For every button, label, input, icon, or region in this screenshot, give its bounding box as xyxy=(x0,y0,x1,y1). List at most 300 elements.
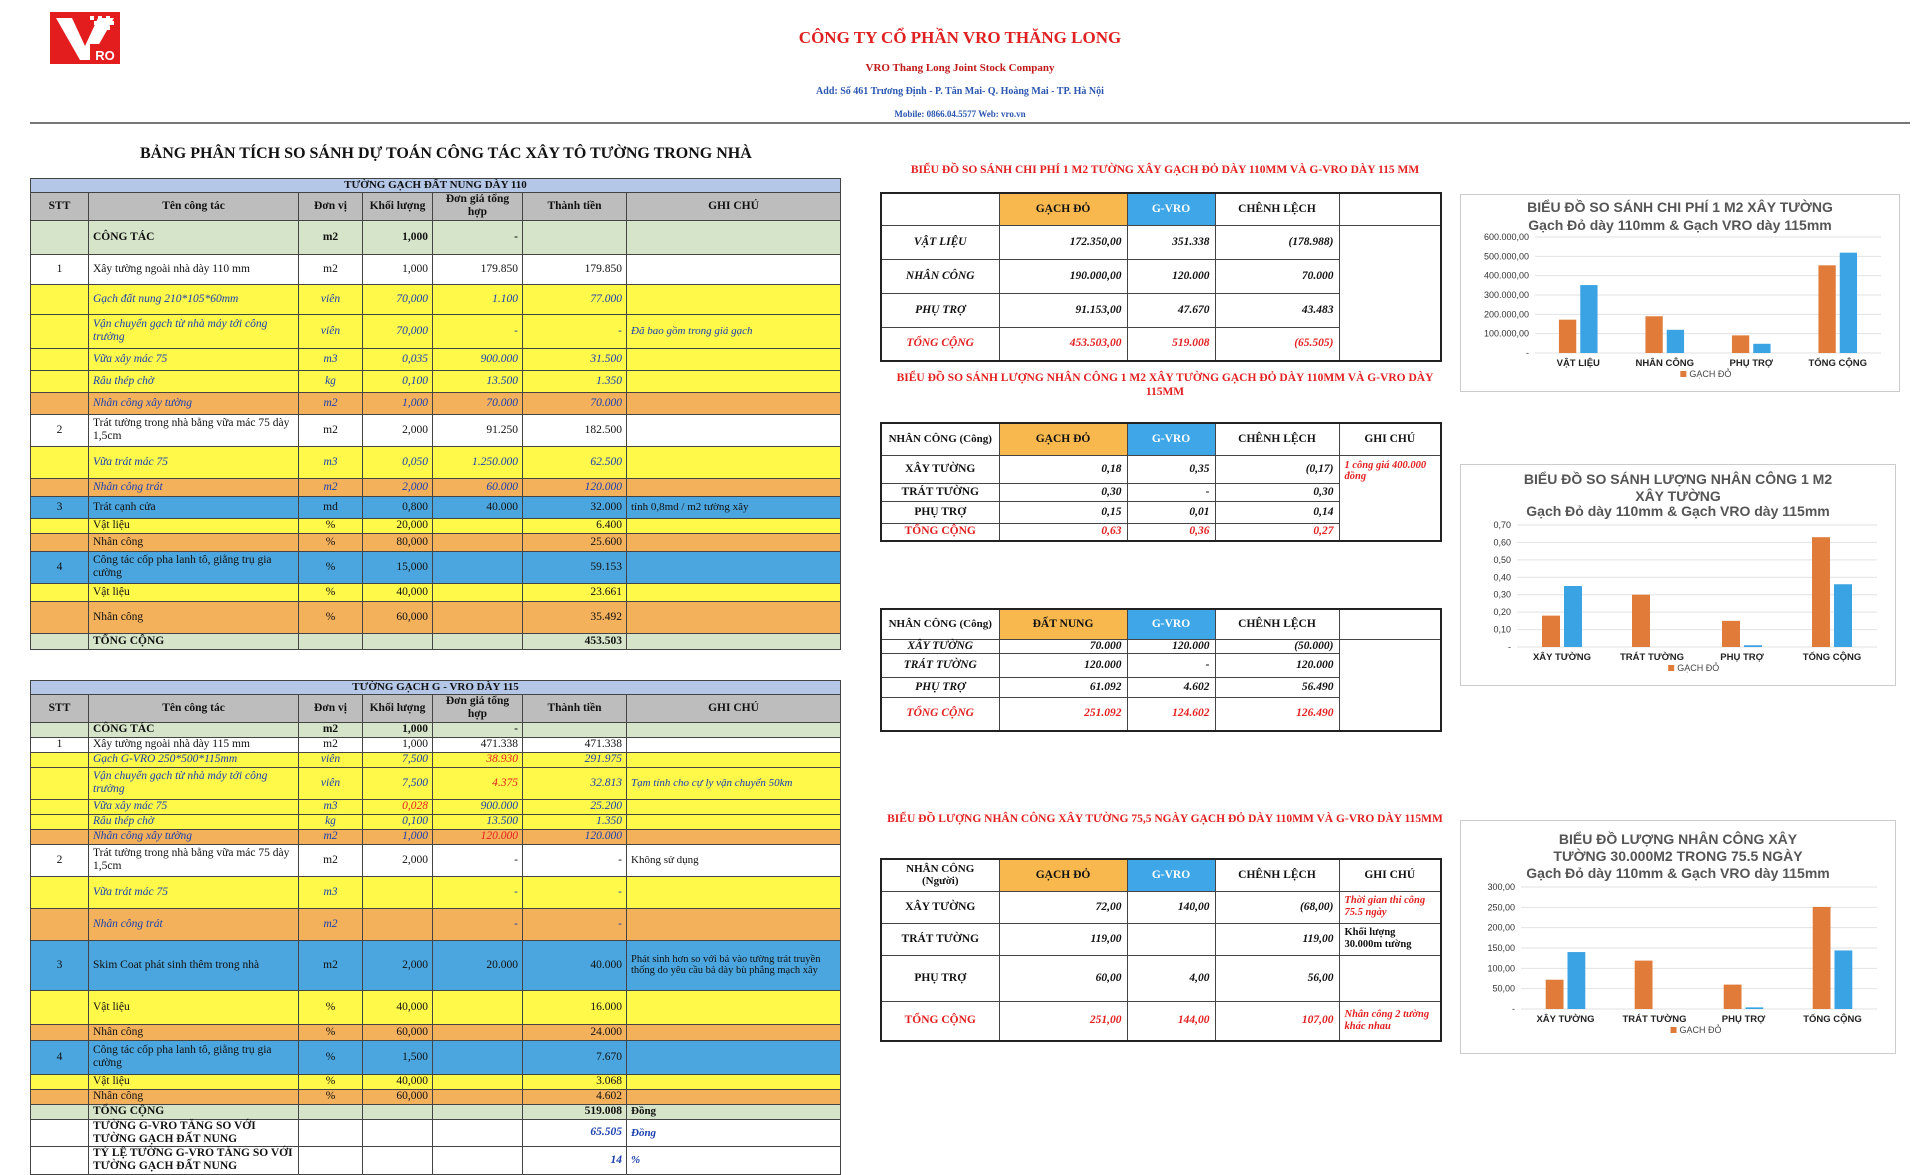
cell-qty: 7,500 xyxy=(363,767,433,799)
cell-unit: % xyxy=(299,1040,363,1074)
cell-stt xyxy=(31,284,89,314)
bar-gach-do xyxy=(1812,537,1830,647)
cell-stt xyxy=(31,799,89,814)
x-tick-label: TỔNG CỘNG xyxy=(1808,358,1868,369)
cell-stt xyxy=(31,722,89,737)
cell-qty: 60,000 xyxy=(363,601,433,633)
cell-stt xyxy=(31,1024,89,1040)
cell-b: 4,00 xyxy=(1127,955,1215,1001)
x-tick-label: TỔNG CỘNG xyxy=(1802,652,1862,663)
cell-name: CÔNG TÁC xyxy=(89,722,299,737)
cell-price: 91.250 xyxy=(433,414,523,446)
cell-qty: 2,000 xyxy=(363,478,433,496)
bar-gach-do xyxy=(1635,961,1653,1009)
cell-total: 40.000 xyxy=(523,940,627,990)
cell-price: 179.850 xyxy=(433,254,523,284)
logo-text: RO xyxy=(95,48,115,63)
x-tick-label: NHÂN CÔNG xyxy=(1635,358,1695,369)
cell-note: Phát sinh hơn so với bả vào tường trát truyền thống do yêu cầu bả dày bù phẳng mạch xây xyxy=(627,940,841,990)
y-tick-label: 200.000,00 xyxy=(1483,309,1529,320)
legend-swatch xyxy=(1671,1027,1677,1033)
col-header: CHÊNH LỆCH xyxy=(1215,609,1339,639)
cell-stt xyxy=(31,829,89,844)
cell-label: PHỤ TRỢ xyxy=(881,501,999,523)
cell-name: Vật liệu xyxy=(89,518,299,533)
cell-qty xyxy=(363,1147,433,1174)
cell-a: 119,00 xyxy=(999,923,1127,955)
labor-chart xyxy=(1460,464,1896,686)
col-header: GẠCH ĐỎ xyxy=(999,859,1127,891)
table-row xyxy=(881,653,1441,677)
cell-c: 0,27 xyxy=(1215,523,1339,541)
cell-note xyxy=(627,518,841,533)
cell-qty: 1,000 xyxy=(363,722,433,737)
workers-chart xyxy=(1460,820,1896,1054)
cell-stt: 1 xyxy=(31,737,89,752)
cell-stt xyxy=(31,392,89,414)
chart-title: BIỂU ĐỒ SO SÁNH CHI PHÍ 1 M2 XÂY TƯỜNG xyxy=(1527,199,1833,215)
cell-total: 471.338 xyxy=(523,737,627,752)
cell-a: 251.092 xyxy=(999,697,1127,731)
y-tick-label: 300.000,00 xyxy=(1483,290,1529,300)
cell-total: 14 xyxy=(523,1147,627,1174)
cell-c: 120.000 xyxy=(1215,653,1339,677)
cell-unit: m3 xyxy=(299,446,363,478)
cell-name: Vật liệu xyxy=(89,583,299,601)
col-header: GẠCH ĐỎ xyxy=(999,193,1127,225)
y-tick-label: 250,00 xyxy=(1487,902,1515,913)
cell-name: Công tác cốp pha lanh tô, giằng trụ gia cường xyxy=(89,551,299,583)
bar-g-vro xyxy=(1568,952,1586,1009)
cell-total: 120.000 xyxy=(523,478,627,496)
cell-price xyxy=(433,533,523,551)
col-header: Đơn giá tổng hợp xyxy=(433,694,523,722)
bar-g-vro xyxy=(1564,586,1582,647)
cell-unit: viên xyxy=(299,767,363,799)
cell-note xyxy=(627,254,841,284)
cell-total: 32.813 xyxy=(523,767,627,799)
cell-price: - xyxy=(433,876,523,908)
workers-75-days-title: BIỂU ĐỒ LƯỢNG NHÂN CÔNG XÂY TƯỜNG 75,5 NGÀY GẠCH ĐỎ DÀY 110MM VÀ G-VRO DÀY 115MM xyxy=(887,813,1443,825)
cell-stt: 2 xyxy=(31,844,89,876)
table-row xyxy=(31,348,841,370)
cell-name: Skim Coat phát sinh thêm trong nhà xyxy=(89,940,299,990)
cell-name: TỶ LỆ TƯỜNG G-VRO TĂNG SO VỚI TƯỜNG GẠCH ĐẤT NUNG xyxy=(89,1147,299,1174)
cell-unit: m2 xyxy=(299,392,363,414)
cell-name: Nhân công trát xyxy=(89,478,299,496)
cell-stt xyxy=(31,1074,89,1089)
cell-qty: 0,028 xyxy=(363,799,433,814)
legend-swatch xyxy=(1680,371,1686,377)
cell-qty xyxy=(363,1104,433,1119)
cell-unit: % xyxy=(299,551,363,583)
table-row xyxy=(881,1001,1441,1041)
cell-total: 120.000 xyxy=(523,829,627,844)
table-row xyxy=(31,284,841,314)
cell-c: (65.505) xyxy=(1215,327,1339,361)
cell-name: Vữa trát mác 75 xyxy=(89,876,299,908)
cell-unit xyxy=(299,1119,363,1146)
cell-label: NHÂN CÔNG xyxy=(881,259,999,293)
cell-stt xyxy=(31,1147,89,1174)
cell-label: XÂY TƯỜNG xyxy=(881,639,999,653)
cell-qty: 70,000 xyxy=(363,284,433,314)
cell-a: 190.000,00 xyxy=(999,259,1127,293)
table-row xyxy=(31,220,841,254)
labor-compare-title: BIỂU ĐỒ SO SÁNH LƯỢNG NHÂN CÔNG 1 M2 XÂY TƯỜNG GẠCH ĐỎ DÀY 110MM VÀ G-VRO DÀY 115MM xyxy=(896,372,1434,398)
bar-gach-do xyxy=(1818,265,1835,353)
col-header: GHI CHÚ xyxy=(1339,423,1441,455)
cell-name: Nhân công xyxy=(89,533,299,551)
cell-unit: % xyxy=(299,583,363,601)
cell-name: Vật liệu xyxy=(89,990,299,1024)
cell-qty xyxy=(363,908,433,940)
cell-stt: 3 xyxy=(31,940,89,990)
cell-price xyxy=(433,1147,523,1174)
cell-price xyxy=(433,1089,523,1104)
cell-total: 70.000 xyxy=(523,392,627,414)
cell-price: 900.000 xyxy=(433,799,523,814)
cell-note: 1 công giá 400.000 đồng xyxy=(1339,455,1441,541)
table-row xyxy=(31,940,841,990)
cell-price: 4.375 xyxy=(433,767,523,799)
cell-price xyxy=(433,601,523,633)
cell-c: 56.490 xyxy=(1215,677,1339,697)
row-header: NHÂN CÔNG (Công) xyxy=(881,609,999,639)
cell-c: 70.000 xyxy=(1215,259,1339,293)
table-row xyxy=(31,1119,841,1146)
cell-note xyxy=(627,737,841,752)
col-header: Tên công tác xyxy=(89,192,299,220)
table-row xyxy=(881,639,1441,653)
cell-label: TRÁT TƯỜNG xyxy=(881,483,999,501)
cell-price xyxy=(433,1040,523,1074)
cell-total: 519.008 xyxy=(523,1104,627,1119)
cell-note xyxy=(627,1040,841,1074)
cell-note xyxy=(627,414,841,446)
cell-note: Khối lượng 30.000m tường xyxy=(1339,923,1441,955)
cell-note: % xyxy=(627,1147,841,1174)
cell-b: 0,01 xyxy=(1127,501,1215,523)
cell-total: 59.153 xyxy=(523,551,627,583)
bar-gach-do xyxy=(1542,616,1560,647)
x-tick-label: XÂY TƯỜNG xyxy=(1536,1014,1595,1025)
table-row xyxy=(31,254,841,284)
y-tick-label: - xyxy=(1512,1004,1515,1014)
y-tick-label: - xyxy=(1508,642,1511,652)
cell-qty: 40,000 xyxy=(363,583,433,601)
cell-note: Tạm tính cho cự ly vận chuyển 50km xyxy=(627,767,841,799)
cell-b: 519.008 xyxy=(1127,327,1215,361)
table-row xyxy=(31,1040,841,1074)
cell-total: - xyxy=(523,844,627,876)
cell-stt xyxy=(31,1119,89,1146)
cell-note xyxy=(627,722,841,737)
table-row xyxy=(31,1089,841,1104)
col-header: Đơn vị xyxy=(299,192,363,220)
cell-name: Gạch G-VRO 250*500*115mm xyxy=(89,752,299,767)
cell-total: 1.350 xyxy=(523,370,627,392)
col-header: G-VRO xyxy=(1127,609,1215,639)
cell-stt xyxy=(31,990,89,1024)
col-header: Đơn vị xyxy=(299,694,363,722)
cell-name: Công tác cốp pha lanh tô, giằng trụ gia cường xyxy=(89,1040,299,1074)
cell-unit xyxy=(299,1104,363,1119)
col-header: G-VRO xyxy=(1127,423,1215,455)
cell-total: 453.503 xyxy=(523,633,627,649)
table-row xyxy=(31,370,841,392)
cell-total: 291.975 xyxy=(523,752,627,767)
chart-title: BIỂU ĐỒ LƯỢNG NHÂN CÔNG XÂY TƯỜNG 30.000M2 TRONG 75.5 NGÀY xyxy=(1553,831,1803,864)
cell-a: 120.000 xyxy=(999,653,1127,677)
cell-note xyxy=(627,551,841,583)
cell-a: 251,00 xyxy=(999,1001,1127,1041)
cell-total: 32.000 xyxy=(523,496,627,518)
chart-subtitle: Gạch Đỏ dày 110mm & Gạch VRO dày 115mm xyxy=(1528,217,1832,233)
cell-a: 0,30 xyxy=(999,483,1127,501)
cell-unit: m2 xyxy=(299,220,363,254)
table-title: TƯỜNG GẠCH G - VRO DÀY 115 xyxy=(31,681,841,695)
cell-price: 38.930 xyxy=(433,752,523,767)
cell-total: 31.500 xyxy=(523,348,627,370)
cell-note xyxy=(627,752,841,767)
table-row xyxy=(31,908,841,940)
cell-name: CÔNG TÁC xyxy=(89,220,299,254)
cell-note xyxy=(627,908,841,940)
cell-b: - xyxy=(1127,653,1215,677)
cell-price: 70.000 xyxy=(433,392,523,414)
cell-qty: 1,500 xyxy=(363,1040,433,1074)
y-tick-label: 100.000,00 xyxy=(1483,328,1529,339)
cell-total: 7.670 xyxy=(523,1040,627,1074)
cell-note xyxy=(627,370,841,392)
cell-qty: 1,000 xyxy=(363,254,433,284)
table-row xyxy=(31,722,841,737)
cell-qty xyxy=(363,1119,433,1146)
cell-note xyxy=(627,876,841,908)
cell-name: Râu thép chờ xyxy=(89,814,299,829)
cell-c: 0,14 xyxy=(1215,501,1339,523)
cell-note xyxy=(627,1074,841,1089)
cell-note xyxy=(627,478,841,496)
cell-price: 471.338 xyxy=(433,737,523,752)
cell-note xyxy=(627,533,841,551)
cell-total: 25.200 xyxy=(523,799,627,814)
cell-c: (178.988) xyxy=(1215,225,1339,259)
cell-price: 13.500 xyxy=(433,814,523,829)
col-header: Khối lượng xyxy=(363,694,433,722)
cell-stt: 3 xyxy=(31,496,89,518)
cell-total: 62.500 xyxy=(523,446,627,478)
cell-unit: % xyxy=(299,533,363,551)
cell-price: 60.000 xyxy=(433,478,523,496)
cell-qty xyxy=(363,876,433,908)
cell-qty: 0,035 xyxy=(363,348,433,370)
cell-a: 172.350,00 xyxy=(999,225,1127,259)
legend-swatch xyxy=(1668,665,1674,671)
x-tick-label: VẬT LIỆU xyxy=(1556,358,1600,369)
cell-b: 120.000 xyxy=(1127,259,1215,293)
cell-unit: % xyxy=(299,990,363,1024)
cell-price xyxy=(433,1024,523,1040)
cell-note xyxy=(627,348,841,370)
cell-a: 61.092 xyxy=(999,677,1127,697)
table-row xyxy=(31,446,841,478)
cost-chart xyxy=(1460,194,1900,392)
cell-stt xyxy=(31,876,89,908)
table-row xyxy=(31,752,841,767)
cell-b: 0,35 xyxy=(1127,455,1215,483)
table-row xyxy=(31,633,841,649)
cell-name: Vận chuyển gạch từ nhà máy tới công trường xyxy=(89,767,299,799)
bar-g-vro xyxy=(1753,344,1770,353)
cell-total xyxy=(523,722,627,737)
col-header: STT xyxy=(31,192,89,220)
cell-b: 144,00 xyxy=(1127,1001,1215,1041)
table-row xyxy=(881,455,1441,483)
col-header: STT xyxy=(31,694,89,722)
cell-stt xyxy=(31,633,89,649)
cell-note: Đồng xyxy=(627,1119,841,1146)
cell-qty: 1,000 xyxy=(363,392,433,414)
cell-note xyxy=(627,814,841,829)
table-row xyxy=(881,225,1441,259)
cell-note xyxy=(627,392,841,414)
cell-a: 72,00 xyxy=(999,891,1127,923)
cell-stt xyxy=(31,752,89,767)
cell-qty: 0,050 xyxy=(363,446,433,478)
bar-gach-do xyxy=(1722,621,1740,647)
bar-gach-do xyxy=(1546,980,1564,1009)
cell-name: Râu thép chờ xyxy=(89,370,299,392)
cell-unit: m2 xyxy=(299,737,363,752)
cell-note xyxy=(627,1024,841,1040)
cell-qty: 60,000 xyxy=(363,1089,433,1104)
table-row xyxy=(31,814,841,829)
cell-name: Nhân công xyxy=(89,1024,299,1040)
cell-price: - xyxy=(433,908,523,940)
table-row xyxy=(31,844,841,876)
cell-price: - xyxy=(433,722,523,737)
y-tick-label: 100,00 xyxy=(1487,963,1515,974)
table-row xyxy=(31,533,841,551)
cell-total: - xyxy=(523,876,627,908)
cell-stt xyxy=(31,814,89,829)
cell-qty: 80,000 xyxy=(363,533,433,551)
cell-unit: m2 xyxy=(299,940,363,990)
row-header: NHÂN CÔNG (Công) xyxy=(881,423,999,455)
bar-g-vro xyxy=(1840,253,1857,353)
table-row xyxy=(31,737,841,752)
cell-unit: % xyxy=(299,601,363,633)
cell-note: Nhân công 2 tường khác nhau xyxy=(1339,1001,1441,1041)
cell-note xyxy=(1339,955,1441,1001)
bar-gach-do xyxy=(1813,907,1831,1009)
cell-name: Vật liệu xyxy=(89,1074,299,1089)
bar-gach-do xyxy=(1732,335,1749,353)
page-title: BẢNG PHÂN TÍCH SO SÁNH DỰ TOÁN CÔNG TÁC XÂY TÔ TƯỜNG TRONG NHÀ xyxy=(140,145,752,162)
company-english-name: VRO Thang Long Joint Stock Company xyxy=(865,62,1055,74)
bar-gach-do xyxy=(1724,985,1742,1009)
cell-stt xyxy=(31,370,89,392)
cell-a: 91.153,00 xyxy=(999,293,1127,327)
bar-g-vro xyxy=(1667,330,1684,353)
cell-total: 3.068 xyxy=(523,1074,627,1089)
bar-gach-do xyxy=(1559,320,1576,353)
cell-qty: 1,000 xyxy=(363,737,433,752)
table-row xyxy=(31,314,841,348)
cell-price: 20.000 xyxy=(433,940,523,990)
cell-label: XÂY TƯỜNG xyxy=(881,455,999,483)
x-tick-label: PHỤ TRỢ xyxy=(1729,358,1773,369)
y-tick-label: 150,00 xyxy=(1487,943,1515,953)
y-tick-label: 300,00 xyxy=(1487,882,1515,892)
cell-note xyxy=(627,601,841,633)
cell-total: 182.500 xyxy=(523,414,627,446)
cell-note: Đồng xyxy=(627,1104,841,1119)
cell-name: Nhân công xyxy=(89,1089,299,1104)
cell-label: PHỤ TRỢ xyxy=(881,677,999,697)
cell-total: 77.000 xyxy=(523,284,627,314)
cell-name: Vữa xây mác 75 xyxy=(89,348,299,370)
cell-name: Nhân công xyxy=(89,601,299,633)
x-tick-label: TỔNG CỘNG xyxy=(1803,1014,1862,1025)
x-tick-label: XÂY TƯỜNG xyxy=(1532,652,1592,663)
cell-note xyxy=(627,284,841,314)
cell-total xyxy=(523,220,627,254)
cell-a: 0,63 xyxy=(999,523,1127,541)
table-title: TƯỜNG GẠCH ĐẤT NUNG DÀY 110 xyxy=(31,179,841,193)
table-row xyxy=(881,293,1441,327)
col-header: G-VRO xyxy=(1127,859,1215,891)
cell-name: TƯỜNG G-VRO TĂNG SO VỚI TƯỜNG GẠCH ĐẤT NUNG xyxy=(89,1119,299,1146)
cell-name: Vận chuyển gạch từ nhà máy tới công trường xyxy=(89,314,299,348)
cell-c: (0,17) xyxy=(1215,455,1339,483)
cell-b: 0,36 xyxy=(1127,523,1215,541)
cell-unit: m2 xyxy=(299,908,363,940)
bar-g-vro xyxy=(1835,950,1853,1009)
cell-qty: 0,100 xyxy=(363,370,433,392)
cell-qty: 2,000 xyxy=(363,940,433,990)
y-tick-label: 400.000,00 xyxy=(1483,270,1529,281)
cell-unit: m2 xyxy=(299,844,363,876)
company-address: Add: Số 461 Trương Định - P. Tân Mai- Q. Hoàng Mai - TP. Hà Nội xyxy=(816,86,1104,97)
cell-total: - xyxy=(523,908,627,940)
cell-unit: kg xyxy=(299,370,363,392)
col-header: Thành tiền xyxy=(523,694,627,722)
cell-b: 351.338 xyxy=(1127,225,1215,259)
table-row xyxy=(881,697,1441,731)
cell-unit xyxy=(299,633,363,649)
cell-unit: m2 xyxy=(299,414,363,446)
cell-unit: m2 xyxy=(299,722,363,737)
x-tick-label: TRÁT TƯỜNG xyxy=(1622,1014,1687,1025)
cell-stt: 1 xyxy=(31,254,89,284)
cell-price xyxy=(433,518,523,533)
cell-unit: m2 xyxy=(299,829,363,844)
cell-note xyxy=(627,1089,841,1104)
cell-unit: m3 xyxy=(299,348,363,370)
cell-unit: viên xyxy=(299,752,363,767)
col-header: CHÊNH LỆCH xyxy=(1215,859,1339,891)
x-tick-label: PHỤ TRỢ xyxy=(1721,1014,1766,1025)
cell-total: 65.505 xyxy=(523,1119,627,1146)
cell-price xyxy=(433,1074,523,1089)
cell-total: - xyxy=(523,314,627,348)
cell-a: 60,00 xyxy=(999,955,1127,1001)
cell-unit: viên xyxy=(299,314,363,348)
bar-gach-do xyxy=(1632,595,1650,647)
